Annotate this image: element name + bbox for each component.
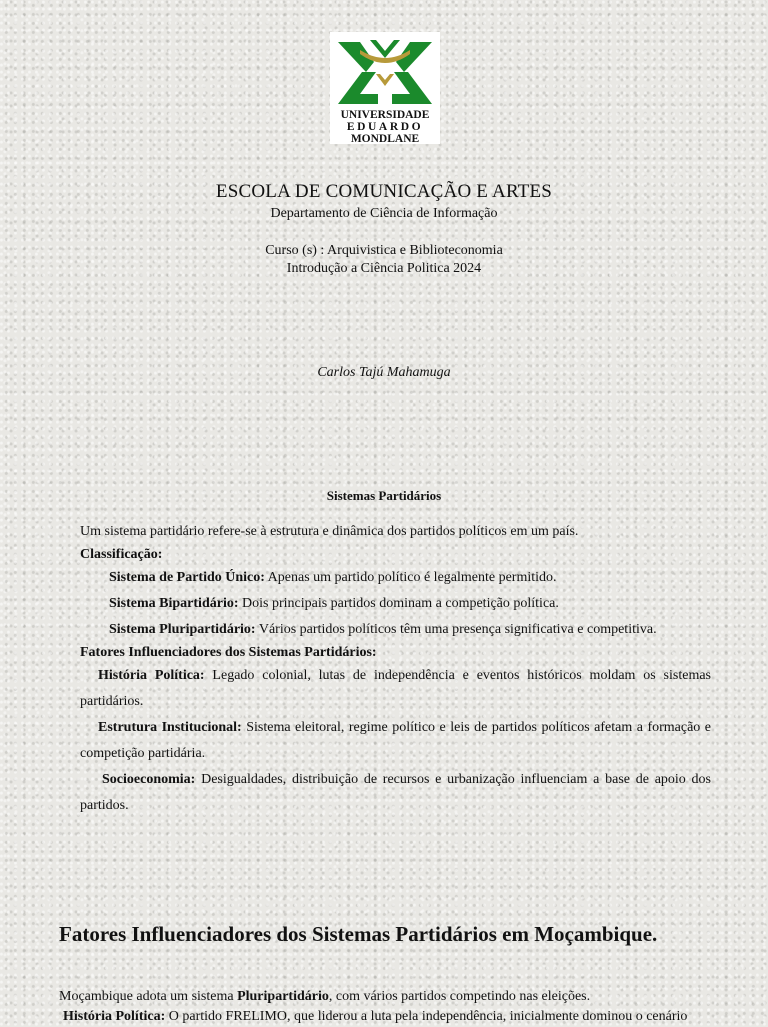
term-label: Estrutura Institucional: [98, 720, 242, 735]
mozambique-body [59, 987, 711, 1027]
term-label: História Política: [98, 668, 205, 683]
subject-name: Introdução a Ciência Politica 2024 [286, 261, 482, 276]
university-emblem-icon [330, 32, 440, 144]
list-item [80, 767, 711, 819]
term-description: Legado colonial, lutas de independência e eventos históricos moldam os sistemas partidários. [80, 668, 711, 709]
logo-line1: UNIVERSIDADE [340, 109, 430, 121]
intro-text-end: , com vários partidos competindo nas eleições. [328, 989, 591, 1004]
term-description: Dois principais partidos dominam a competição política. [238, 596, 559, 611]
list-item [80, 715, 711, 767]
list-item [80, 565, 711, 591]
logo-line2: EDUARDO [346, 121, 424, 133]
department-name: Departamento de Ciência de Informação [270, 206, 498, 221]
emblem-left-chevron [338, 72, 378, 104]
emblem-right-chevron [392, 72, 432, 104]
term-label: Socioeconomia: [102, 772, 196, 787]
factors-heading: Fatores Influenciadores dos Sistemas Partidários: [80, 645, 377, 660]
term-description: Apenas um partido político é legalmente permitido. [264, 570, 557, 585]
term-label: Sistema Pluripartidário: [109, 622, 256, 637]
term-label: Sistema de Partido Único: [109, 570, 265, 585]
term-description: Vários partidos políticos têm uma presença significativa e competitiva. [255, 622, 657, 637]
section-title: Sistemas Partidários [326, 488, 442, 503]
author-name: Carlos Tajú Mahamuga [317, 365, 451, 380]
logo-line3: MONDLANE [350, 133, 420, 144]
mozambique-history [59, 1007, 711, 1027]
term-description: Sistema eleitoral, regime político e leis de partidos políticos afetam a formação e competição partidária. [80, 720, 711, 761]
intro-paragraph: Um sistema partidário refere-se à estrutura e dinâmica dos partidos políticos em um país. [80, 524, 579, 539]
list-item [80, 591, 711, 617]
term-description: O partido FRELIMO, que liderou a luta pela independência, inicialmente dominou o cenário [165, 1009, 688, 1024]
list-item [80, 663, 711, 715]
university-logo [330, 32, 440, 144]
course-name: Curso (s) : Arquivistica e Biblioteconomia [265, 243, 503, 258]
school-name: ESCOLA DE COMUNICAÇÃO E ARTES [215, 181, 553, 202]
mozambique-heading: Fatores Influenciadores dos Sistemas Partidários em Moçambique. [59, 922, 658, 946]
list-item [80, 617, 711, 643]
mozambique-intro [59, 987, 711, 1007]
emblem-center-v [370, 40, 400, 58]
classification-heading: Classificação: [80, 547, 163, 562]
term-label: Sistema Bipartidário: [109, 596, 239, 611]
term-description: Desigualdades, distribuição de recursos e urbanização influenciam a base de apoio dos partidos. [80, 772, 711, 813]
document-body [80, 522, 711, 819]
term-label: História Política: [63, 1009, 166, 1024]
emblem-gold-mark [376, 74, 394, 86]
intro-text-start: Moçambique adota um sistema [59, 989, 238, 1004]
intro-bold-term: Pluripartidário [237, 989, 329, 1004]
